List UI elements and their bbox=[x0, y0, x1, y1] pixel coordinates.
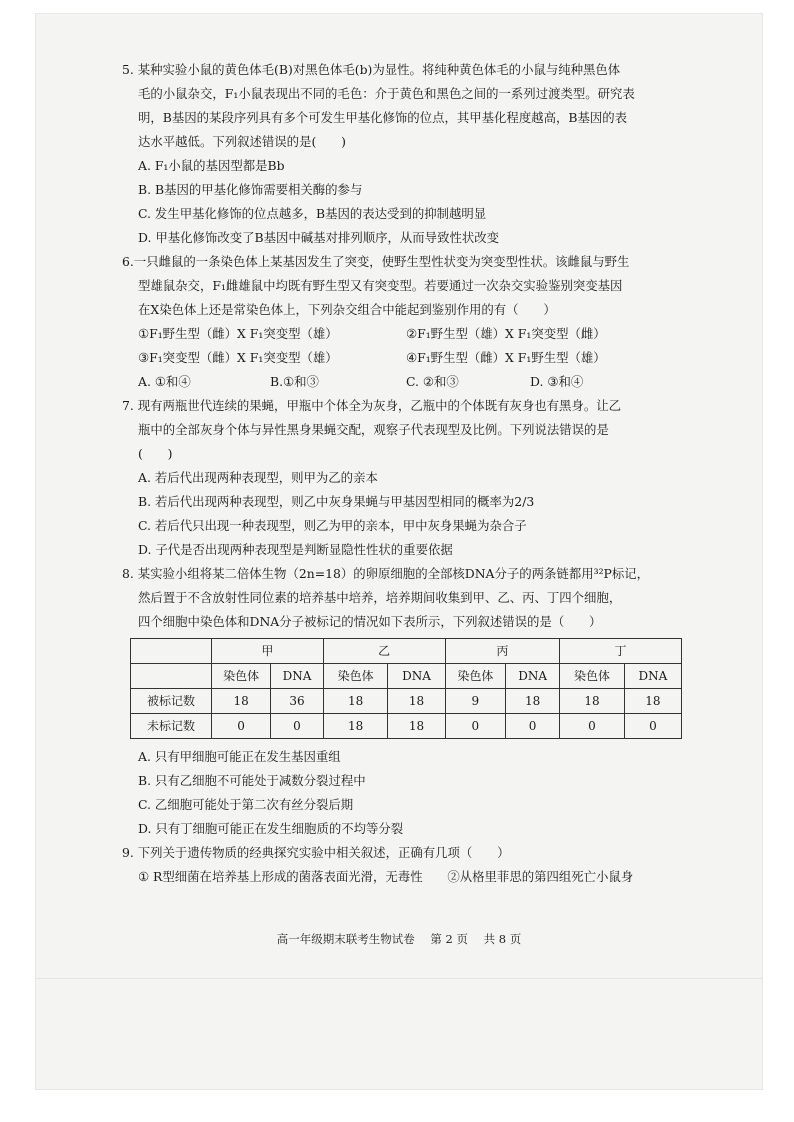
table-cell: 0 bbox=[445, 714, 506, 739]
table-cell: 18 bbox=[388, 714, 445, 739]
question-5-option-b: B. B基因的甲基化修饰需要相关酶的参与 bbox=[138, 182, 363, 197]
table-subheader: 染色体 bbox=[323, 664, 388, 689]
table-cell: 18 bbox=[624, 689, 681, 714]
question-9-line: 9. 下列关于遗传物质的经典探究实验中相关叙述，正确有几项（ ） bbox=[122, 845, 510, 860]
table-cell: 18 bbox=[212, 689, 271, 714]
table-cell: 18 bbox=[560, 689, 625, 714]
question-7 bbox=[122, 394, 682, 562]
table-corner-cell bbox=[131, 664, 212, 689]
table-row-label: 被标记数 bbox=[131, 689, 212, 714]
paper-fold-line bbox=[36, 978, 762, 979]
table-group-header: 乙 bbox=[323, 639, 445, 664]
question-6-line: 型雄鼠杂交，F₁雌雄鼠中均既有野生型又有突变型。若要通过一次杂交实验鉴别突变基因 bbox=[138, 278, 623, 293]
table-subheader: 染色体 bbox=[560, 664, 625, 689]
question-5 bbox=[122, 58, 682, 250]
table-cell: 36 bbox=[271, 689, 323, 714]
question-8-line: 然后置于不含放射性同位素的培养基中培养，培养期间收集到甲、乙、丙、丁四个细胞， bbox=[138, 590, 622, 605]
table-group-header: 丙 bbox=[445, 639, 560, 664]
question-5-option-a: A. F₁小鼠的基因型都是Bb bbox=[138, 158, 285, 173]
question-content bbox=[122, 58, 682, 889]
table-cell: 0 bbox=[212, 714, 271, 739]
question-8-line: 8. 某实验小组将某二倍体生物（2n=18）的卵原细胞的全部核DNA分子的两条链都用³²P标记， bbox=[122, 566, 650, 581]
labeling-table bbox=[130, 638, 682, 739]
table-subheader: DNA bbox=[388, 664, 445, 689]
table-subheader: DNA bbox=[624, 664, 681, 689]
table-cell: 18 bbox=[323, 714, 388, 739]
table-subheader: 染色体 bbox=[445, 664, 506, 689]
table-cell: 0 bbox=[271, 714, 323, 739]
question-8-option-d: D. 只有丁细胞可能正在发生细胞质的不均等分裂 bbox=[138, 821, 404, 836]
question-9-statement: ① R型细菌在培养基上形成的菌落表面光滑，无毒性 ②从格里菲思的第四组死亡小鼠身 bbox=[138, 869, 634, 884]
question-8-line: 四个细胞中染色体和DNA分子被标记的情况如下表所示，下列叙述错误的是（ ） bbox=[138, 614, 602, 629]
question-6-cross-4: ④F₁野生型（雌）X F₁野生型（雄） bbox=[406, 350, 606, 365]
table-group-header: 丁 bbox=[560, 639, 682, 664]
table-cell: 18 bbox=[388, 689, 445, 714]
question-6-cross-row bbox=[122, 322, 682, 346]
table-cell: 0 bbox=[560, 714, 625, 739]
table-corner-cell bbox=[131, 639, 212, 664]
question-6-option-b: B.①和③ bbox=[270, 374, 319, 389]
question-6-options bbox=[122, 370, 682, 394]
question-9 bbox=[122, 841, 682, 889]
question-8-option-c: C. 乙细胞可能处于第二次有丝分裂后期 bbox=[138, 797, 354, 812]
question-5-line: 明，B基因的某段序列具有多个可发生甲基化修饰的位点，其甲基化程度越高，B基因的表 bbox=[138, 110, 628, 125]
table-cell: 9 bbox=[445, 689, 506, 714]
table-cell: 18 bbox=[506, 689, 560, 714]
question-5-option-d: D. 甲基化修饰改变了B基因中碱基对排列顺序，从而导致性状改变 bbox=[138, 230, 500, 245]
page-footer bbox=[36, 931, 762, 947]
table-cell: 18 bbox=[323, 689, 388, 714]
question-6 bbox=[122, 250, 682, 394]
question-6-line: 在X染色体上还是常染色体上，下列杂交组合中能起到鉴别作用的有（ ） bbox=[138, 302, 556, 317]
footer-page-number: 第 2 页 bbox=[430, 932, 468, 946]
exam-paper bbox=[36, 14, 762, 1089]
table-cell: 0 bbox=[624, 714, 681, 739]
table-subheader-row bbox=[131, 664, 682, 689]
question-8-option-a: A. 只有甲细胞可能正在发生基因重组 bbox=[138, 749, 341, 764]
question-7-option-c: C. 若后代只出现一种表现型，则乙为甲的亲本，甲中灰身果蝇为杂合子 bbox=[138, 518, 527, 533]
table-cell: 0 bbox=[506, 714, 560, 739]
question-5-line: 达水平越低。下列叙述错误的是( ) bbox=[138, 134, 346, 149]
question-6-option-c: C. ②和③ bbox=[406, 374, 459, 389]
table-row bbox=[131, 689, 682, 714]
table-subheader: DNA bbox=[271, 664, 323, 689]
table-group-header: 甲 bbox=[212, 639, 324, 664]
table-row-label: 未标记数 bbox=[131, 714, 212, 739]
question-6-line: 6.一只雌鼠的一条染色体上某基因发生了突变，使野生型性状变为突变型性状。该雌鼠与野生 bbox=[122, 254, 630, 269]
table-subheader: DNA bbox=[506, 664, 560, 689]
question-7-option-d: D. 子代是否出现两种表现型是判断显隐性性状的重要依据 bbox=[138, 542, 453, 557]
question-7-line: 瓶中的全部灰身个体与异性黑身果蝇交配，观察子代表现型及比例。下列说法错误的是 bbox=[138, 422, 609, 437]
question-5-line: 毛的小鼠杂交，F₁小鼠表现出不同的毛色：介于黄色和黑色之间的一系列过渡类型。研究表 bbox=[138, 86, 635, 101]
question-5-line: 5. 某种实验小鼠的黄色体毛(B)对黑色体毛(b)为显性。将纯种黄色体毛的小鼠与纯种黑色体 bbox=[122, 62, 621, 77]
footer-page-total: 共 8 页 bbox=[483, 932, 522, 946]
question-7-option-b: B. 若后代出现两种表现型，则乙中灰身果蝇与甲基因型相同的概率为2/3 bbox=[138, 494, 535, 509]
question-6-cross-3: ③F₁突变型（雌）X F₁突变型（雄） bbox=[138, 350, 338, 365]
question-8-option-b: B. 只有乙细胞不可能处于减数分裂过程中 bbox=[138, 773, 366, 788]
question-7-line: 7. 现有两瓶世代连续的果蝇，甲瓶中个体全为灰身，乙瓶中的个体既有灰身也有黑身。让乙 bbox=[122, 398, 621, 413]
footer-exam-title: 高一年级期末联考生物试卷 bbox=[276, 932, 415, 946]
table-header-row bbox=[131, 639, 682, 664]
question-5-option-c: C. 发生甲基化修饰的位点越多，B基因的表达受到的抑制越明显 bbox=[138, 206, 487, 221]
question-8 bbox=[122, 562, 682, 841]
table-subheader: 染色体 bbox=[212, 664, 271, 689]
question-6-option-a: A. ①和④ bbox=[138, 374, 191, 389]
question-7-option-a: A. 若后代出现两种表现型，则甲为乙的亲本 bbox=[138, 470, 378, 485]
question-6-cross-1: ①F₁野生型（雌）X F₁突变型（雄） bbox=[138, 326, 338, 341]
question-6-cross-2: ②F₁野生型（雄）X F₁突变型（雌） bbox=[406, 326, 606, 341]
table-row bbox=[131, 714, 682, 739]
question-7-line: ( ) bbox=[138, 446, 173, 461]
question-6-option-d: D. ③和④ bbox=[530, 374, 584, 389]
question-6-cross-row bbox=[122, 346, 682, 370]
